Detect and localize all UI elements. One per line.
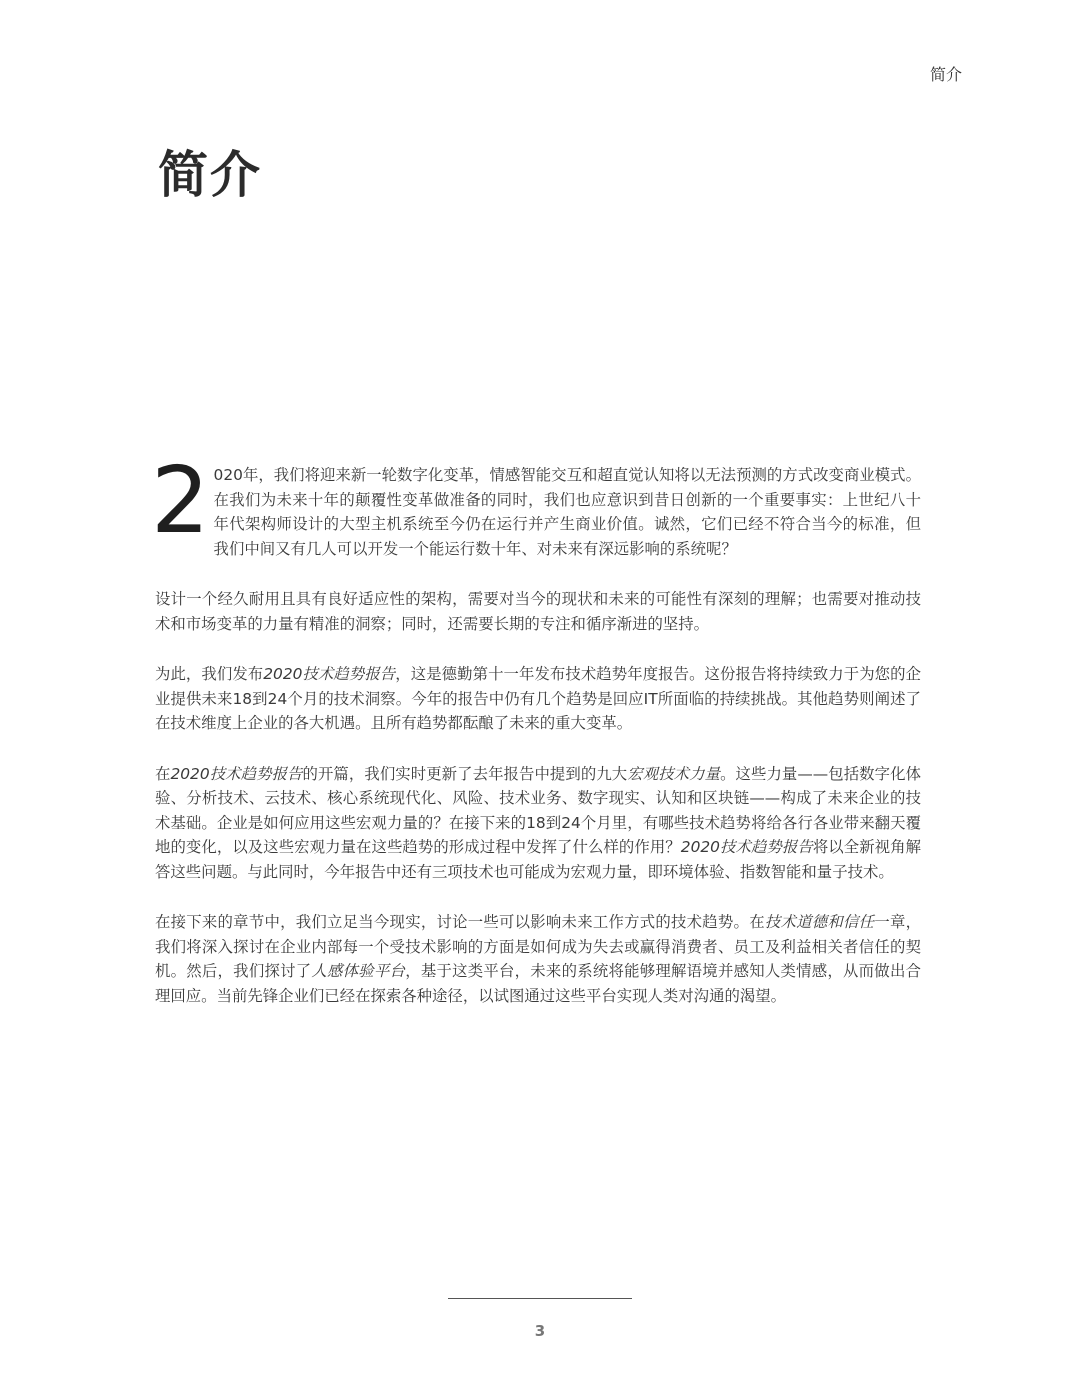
report-title-italic: 2020技术趋势报告 bbox=[170, 764, 303, 783]
paragraph-text: 设计一个经久耐用且具有良好适应性的架构，需要对当今的现状和未来的可能性有深刻的理解；也需要对推动技术和市场变革的力量有精准的洞察；同时，还需要长期的专注和循序渐进的坚持。 bbox=[155, 590, 921, 633]
paragraph-text: 。这些力量——包括数字化体验、分析技术、云技术、核心系统现代化、风险、技术业务、数字现实、认知和区块链——构成了未来企业的技术基础。企业是如何应用这些宏观力量的？在接下来的18到24个月里，有哪些技术趋势将给各行各业带来翻天覆地的变化，以及这些宏观力量在这些趋势的形成过程中发挥了什么样的作用？ bbox=[155, 764, 921, 856]
report-title-italic: 2020技术趋势报告 bbox=[263, 665, 396, 683]
paragraph-text: ，基于这类平台，未来的系统将能够理解语境并感知人类情感，从而做出合理回应。当前先锋企业们已经在探索各种途径，以试图通过这些平台实现人类对沟通的渴望。 bbox=[155, 962, 921, 1005]
page-number: 3 bbox=[534, 1322, 546, 1340]
chapter-title-italic: 技术道德和信任 bbox=[764, 913, 875, 931]
footer-divider bbox=[448, 1298, 632, 1299]
paragraph-text: 020年，我们将迎来新一轮数字化变革，情感智能交互和超直觉认知将以无法预测的方式改变商业模式。在我们为未来十年的颠覆性变革做准备的同时，我们也应意识到昔日创新的一个重要事实：上世纪八十年代架构师设计的大型主机系统至今仍在运行并产生商业价值。诚然，它们已经不符合当今的标准，但我们中间又有几人可以开发一个能运行数十年、对未来有深远影响的系统呢？ bbox=[213, 466, 921, 558]
paragraph-report bbox=[155, 662, 921, 736]
paragraph-text: 在 bbox=[155, 764, 171, 783]
paragraph-macro-forces bbox=[155, 762, 921, 885]
paragraph-chapters bbox=[155, 910, 921, 1008]
page-title: 简介 bbox=[158, 146, 262, 204]
running-header: 简介 bbox=[929, 65, 962, 84]
report-title-italic: 2020技术趋势报告 bbox=[680, 838, 813, 856]
paragraph-text: 的开篇，我们实时更新了去年报告中提到的九大 bbox=[302, 764, 628, 783]
paragraph-text: 在接下来的章节中，我们立足当今现实，讨论一些可以影响未来工作方式的技术趋势。在 bbox=[155, 913, 765, 931]
macro-forces-italic: 宏观技术力量 bbox=[627, 764, 721, 783]
paragraph-text: 将以全新视角解答这些问题。与此同时，今年报告中还有三项技术也可能成为宏观力量，即环境体验、指数智能和量子技术。 bbox=[155, 838, 921, 881]
drop-cap: 2 bbox=[151, 447, 210, 554]
paragraph-text: ，这是德勤第十一年发布技术趋势年度报告。这份报告将持续致力于为您的企业提供未来18到24个月的技术洞察。今年的报告中仍有几个趋势是回应IT所面临的持续挑战。其他趋势则阐述了在技术维度上企业的各大机遇。且所有趋势都酝酿了未来的重大变革。 bbox=[155, 665, 921, 732]
paragraph-text: 为此，我们发布 bbox=[155, 665, 264, 683]
paragraph-architecture bbox=[155, 587, 921, 636]
paragraph-text: 一章，我们将深入探讨在企业内部每一个受技术影响的方面是如何成为失去或赢得消费者、员工及利益相关者信任的契机。然后，我们探讨了 bbox=[155, 913, 921, 980]
paragraph-intro bbox=[151, 447, 921, 561]
body-text bbox=[151, 447, 921, 1034]
chapter-title-italic: 人感体验平台 bbox=[311, 962, 406, 980]
